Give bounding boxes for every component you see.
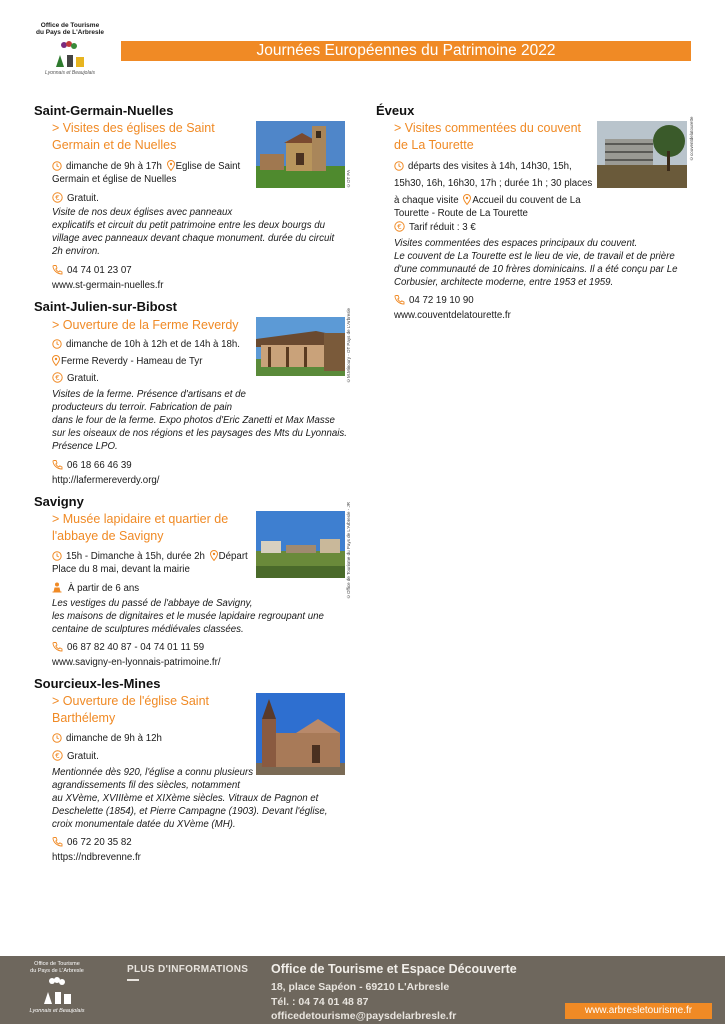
event-phone xyxy=(52,836,132,849)
event-description xyxy=(394,237,678,289)
description-line: Corbusier, architecte moderne, entre 1953 et 1959. xyxy=(394,277,614,288)
event-website[interactable]: http://lafermereverdy.org/ xyxy=(52,475,160,486)
convent-photo xyxy=(597,121,687,188)
event-title-line: Barthélemy xyxy=(52,711,116,725)
page-banner: Journées Européennes du Patrimoine 2022 xyxy=(121,41,691,61)
schedule-text: à chaque visite xyxy=(394,195,459,206)
age-text: À partir de 6 ans xyxy=(68,583,140,594)
logo-line1: Office de Tourisme xyxy=(40,22,100,29)
schedule-text: dimanche de 10h à 12h et de 14h à 18h. xyxy=(66,339,240,350)
schedule-text: 15h30, 16h, 16h30, 17h ; durée 1h ; 30 places xyxy=(394,178,593,189)
town-heading: Savigny xyxy=(34,494,84,509)
event-title-line: > Visites commentées du couvent xyxy=(394,121,582,135)
description-line: sur les oiseaux de nos régions et les paysages des Mts du Lyonnais. xyxy=(52,428,347,439)
description-line: centaine de sculptures médiévales classées. xyxy=(52,624,244,635)
header-logo xyxy=(20,22,120,82)
event-website[interactable]: www.couventdelatourette.fr xyxy=(394,310,511,321)
logo-emblem-icon xyxy=(50,39,90,69)
office-address: 18, place Sapéon - 69210 L'Arbresle xyxy=(271,981,450,993)
description-line: Visites commentées des espaces principaux du couvent. xyxy=(394,238,638,249)
event-title-line: l'abbaye de Savigny xyxy=(52,529,164,543)
phone-icon xyxy=(52,836,63,847)
office-phone: Tél. : 04 74 01 48 87 xyxy=(271,996,369,1008)
event-price xyxy=(52,192,99,205)
clock-icon xyxy=(52,733,62,743)
event-title-line: > Ouverture de la Ferme Reverdy xyxy=(52,318,239,332)
town-heading: Éveux xyxy=(376,103,415,118)
description-line: Les vestiges du passé de l'abbaye de Savigny, xyxy=(52,598,253,609)
event-price xyxy=(52,372,99,385)
description-line: Deschelette (1854), et Pierre Campagne (1903). Devant l'église, xyxy=(52,806,328,817)
location-text: Accueil du couvent de La xyxy=(472,195,581,206)
location-text: Germain et église de Nuelles xyxy=(52,174,177,185)
clock-icon xyxy=(52,551,62,561)
town-heading: Sourcieux-les-Mines xyxy=(34,676,161,691)
price-text: Gratuit. xyxy=(67,751,99,762)
phone-icon xyxy=(52,641,63,652)
schedule-text: dimanche de 9h à 12h xyxy=(66,733,162,744)
office-email[interactable]: officedetourisme@paysdelarbresle.fr xyxy=(271,1010,457,1022)
phone-text: 04 72 19 10 90 xyxy=(409,295,474,306)
event-title-line: Germain et de Nuelles xyxy=(52,138,177,152)
town-heading: Saint-Julien-sur-Bibost xyxy=(34,299,178,314)
location-pin-icon xyxy=(167,160,175,171)
euro-icon xyxy=(52,192,63,203)
footer-logo-line1: Office de Tourisme xyxy=(34,961,80,967)
svg-text:€: € xyxy=(397,223,402,231)
phone-text: 06 18 66 46 39 xyxy=(67,460,132,471)
event-title xyxy=(52,317,239,334)
event-phone xyxy=(52,459,132,472)
footer-logo xyxy=(22,961,92,1015)
euro-icon xyxy=(52,372,63,383)
svg-text:€: € xyxy=(55,194,60,202)
event-website[interactable]: www.st-germain-nuelles.fr xyxy=(52,280,164,291)
event-description xyxy=(52,388,347,453)
location-pin-icon xyxy=(210,550,218,561)
event-website[interactable]: www.savigny-en-lyonnais-patrimoine.fr/ xyxy=(52,657,221,668)
clock-icon xyxy=(394,161,404,171)
event-phone xyxy=(52,264,132,277)
description-line: Visite de nos deux églises avec panneaux xyxy=(52,207,233,218)
price-text: Gratuit. xyxy=(67,373,99,384)
event-phone xyxy=(52,641,204,654)
description-line: agrandissements fil des siècles, notamment xyxy=(52,780,240,791)
phone-icon xyxy=(52,264,63,275)
person-icon xyxy=(52,582,62,593)
phone-text: 06 72 20 35 82 xyxy=(67,837,132,848)
schedule-text: départs des visites à 14h, 14h30, 15h, xyxy=(408,161,572,172)
footer-logo-line2: du Pays de L'Arbresle xyxy=(30,967,84,974)
event-title xyxy=(52,693,209,727)
footer-emblem-icon xyxy=(39,976,75,1006)
event-description xyxy=(52,597,324,636)
event-title-line: de La Tourette xyxy=(394,138,474,152)
schedule-text: dimanche de 9h à 17h xyxy=(66,161,162,172)
abbey-photo xyxy=(256,511,345,578)
page-footer xyxy=(0,956,725,1024)
event-phone xyxy=(394,294,474,307)
phone-icon xyxy=(394,294,405,305)
svg-text:€: € xyxy=(55,752,60,760)
description-line: les maisons de dignitaires et le musée lapidaire regroupant une xyxy=(52,611,324,622)
photo-credit: ©M.Minoury - OT Pays de L'Arbresle xyxy=(346,307,351,383)
photo-credit: ©Office de Tourisme du Pays de L'Arbresle - JR xyxy=(346,502,351,599)
description-line: producteurs du terroir. Fabrication de pain xyxy=(52,402,233,413)
event-website[interactable]: https://ndbrevenne.fr xyxy=(52,852,141,863)
location-pin-icon xyxy=(463,194,471,205)
description-line: dans le four de la ferme. Expo photos d'Eric Zanetti et Max Masse xyxy=(52,415,335,426)
price-text: Tarif réduit : 3 € xyxy=(409,222,476,233)
svg-text:€: € xyxy=(55,374,60,382)
description-line: Visites de la ferme. Présence d'artisans et de xyxy=(52,389,246,400)
schedule-text: 15h - Dimanche à 15h, durée 2h xyxy=(66,551,205,562)
location-pin-icon xyxy=(52,355,60,366)
event-title xyxy=(52,120,215,154)
location-text: Eglise de Saint xyxy=(175,161,241,172)
clock-icon xyxy=(52,161,62,171)
description-line: 2h environ. xyxy=(52,246,100,257)
description-line: explicatifs et circuit du petit patrimoine entre les deux bourgs du xyxy=(52,220,326,231)
euro-icon xyxy=(394,221,405,232)
description-line: d'une communauté de 10 frères dominicains. Il a été conçu par Le xyxy=(394,264,678,275)
description-line: croix monumentale datée du XVème (MH). xyxy=(52,819,236,830)
photo-credit: ©couventdelatourette xyxy=(689,116,694,161)
more-info-label: PLUS D'INFORMATIONS xyxy=(127,964,249,975)
event-description xyxy=(52,766,327,831)
website-link[interactable]: www.arbresletourisme.fr xyxy=(565,1003,712,1019)
description-line: Le couvent de La Tourette est le lieu de vie, de travail et de prière xyxy=(394,251,675,262)
location-text: Départ xyxy=(218,551,248,562)
event-price xyxy=(394,221,476,234)
office-name: Office de Tourisme et Espace Découverte xyxy=(271,962,517,976)
event-title xyxy=(394,120,581,154)
phone-text: 04 74 01 23 07 xyxy=(67,265,132,276)
location-text: Tourette - Route de La Tourette xyxy=(394,208,528,219)
clock-icon xyxy=(52,339,62,349)
divider xyxy=(127,979,139,981)
event-age xyxy=(52,582,139,595)
price-text: Gratuit. xyxy=(67,193,99,204)
event-title xyxy=(52,511,228,545)
phone-icon xyxy=(52,459,63,470)
location-text: Ferme Reverdy - Hameau de Tyr xyxy=(61,356,203,367)
event-price xyxy=(52,750,99,763)
photo-credit: ©OT PA xyxy=(346,169,351,188)
church-photo xyxy=(256,693,345,775)
church-photo xyxy=(256,121,345,188)
event-title-line: > Ouverture de l'église Saint xyxy=(52,694,209,708)
event-location xyxy=(52,355,202,368)
euro-icon xyxy=(52,750,63,761)
location-text: Place du 8 mai, devant la mairie xyxy=(52,564,190,575)
phone-text: 06 87 82 40 87 - 04 74 01 11 59 xyxy=(67,642,205,653)
logo-tagline: Lyonnais et Beaujolais xyxy=(45,70,95,76)
event-schedule xyxy=(52,550,248,576)
description-line: village avec panneaux devant chaque monument. durée du circuit xyxy=(52,233,335,244)
event-description xyxy=(52,206,334,258)
event-schedule xyxy=(52,160,240,186)
description-line: au XVème, XVIIIème et XIXème siècles. Vitraux de Pagnon et xyxy=(52,793,319,804)
event-schedule xyxy=(52,338,240,351)
description-line: Présence LPO. xyxy=(52,441,118,452)
event-title-line: > Visites des églises de Saint xyxy=(52,121,215,135)
town-heading: Saint-Germain-Nuelles xyxy=(34,103,174,118)
logo-line2: du Pays de L'Arbresle xyxy=(35,29,104,36)
event-title-line: > Musée lapidaire et quartier de xyxy=(52,512,229,526)
event-schedule xyxy=(394,160,592,220)
farm-photo xyxy=(256,317,345,376)
event-schedule xyxy=(52,732,162,745)
description-line: Mentionnée dès 920, l'église a connu plusieurs xyxy=(52,767,254,778)
footer-logo-tagline: Lyonnais et Beaujolais xyxy=(29,1008,85,1014)
